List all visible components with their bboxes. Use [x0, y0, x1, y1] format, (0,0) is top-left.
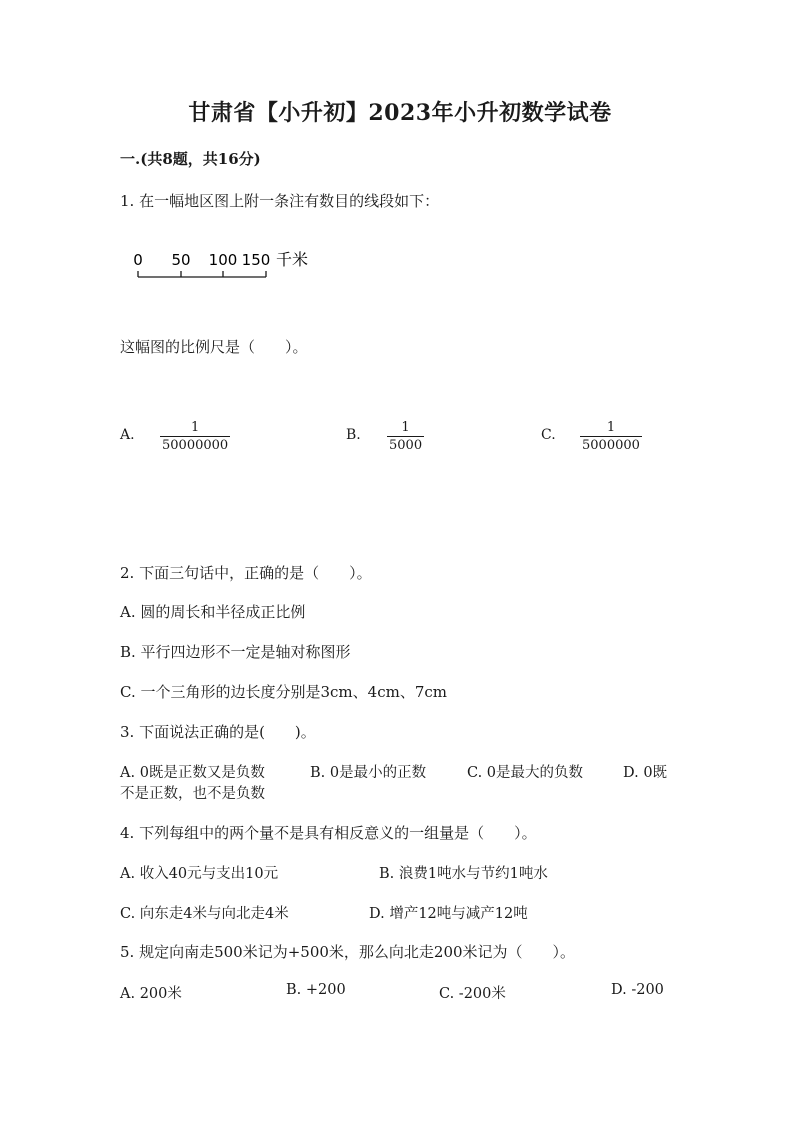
scale-label-50: 50 [171, 251, 191, 269]
option-a-letter: A. [120, 427, 135, 443]
question-1-stem: 1. 在一幅地区图上附一条注有数目的线段如下： [120, 192, 440, 210]
fraction-numerator: 1 [401, 420, 410, 435]
question-4-option-d: D. 增产12吨与减产12吨 [369, 906, 528, 922]
fraction-denominator: 5000000 [582, 438, 640, 453]
scale-label-0: 0 [133, 251, 143, 269]
section-heading: 一.(共8题，共16分) [120, 150, 261, 168]
question-1-prompt: 这幅图的比例尺是（ ）。 [120, 338, 308, 356]
question-2-option-a: A. 圆的周长和半径成正比例 [120, 603, 306, 621]
question-2-option-b: B. 平行四边形不一定是轴对称图形 [120, 643, 351, 661]
question-3-option-c: C. 0是最大的负数 [467, 765, 584, 781]
fraction-denominator: 5000 [389, 438, 423, 453]
option-c-fraction [580, 420, 642, 455]
fraction-denominator: 50000000 [162, 438, 229, 453]
scale-label-150: 150 [241, 251, 271, 269]
question-4-option-b: B. 浪费1吨水与节约1吨水 [379, 866, 548, 882]
question-3-stem: 3. 下面说法正确的是( )。 [120, 723, 316, 741]
option-c-letter: C. [541, 427, 556, 443]
question-2-stem: 2. 下面三句话中，正确的是（ ）。 [120, 564, 372, 582]
scale-bar-diagram [128, 246, 328, 282]
question-3-option-a: A. 0既是正数又是负数 [120, 765, 265, 781]
question-2-option-c: C. 一个三角形的边长度分别是3cm、4cm、7cm [120, 683, 447, 701]
question-4-stem: 4. 下列每组中的两个量不是具有相反意义的一组量是（ ）。 [120, 824, 537, 842]
question-3-option-b: B. 0是最小的正数 [310, 765, 427, 781]
scale-unit-label: 千米 [276, 250, 309, 269]
question-3-option-d-continued: 不是正数，也不是负数 [120, 786, 265, 802]
option-b-letter: B. [346, 427, 361, 443]
question-4-option-a: A. 收入40元与支出10元 [120, 866, 279, 882]
question-4-option-c: C. 向东走4米与向北走4米 [120, 906, 289, 922]
fraction-numerator: 1 [190, 420, 200, 435]
option-a-fraction [160, 420, 230, 455]
scale-label-100: 100 [208, 251, 238, 269]
exam-title: 甘肃省【小升初】2023年小升初数学试卷 [188, 100, 612, 126]
question-5-option-b: B. +200 [286, 982, 346, 998]
question-3-option-d: D. 0既 [623, 765, 668, 781]
question-5-option-d: D. -200 [611, 982, 664, 998]
question-5-option-a: A. 200米 [120, 986, 182, 1002]
question-5-option-c: C. -200米 [439, 986, 506, 1002]
fraction-numerator: 1 [606, 420, 616, 435]
question-5-stem: 5. 规定向南走500米记为+500米，那么向北走200米记为（ ）。 [120, 943, 576, 961]
option-b-fraction [387, 420, 424, 455]
